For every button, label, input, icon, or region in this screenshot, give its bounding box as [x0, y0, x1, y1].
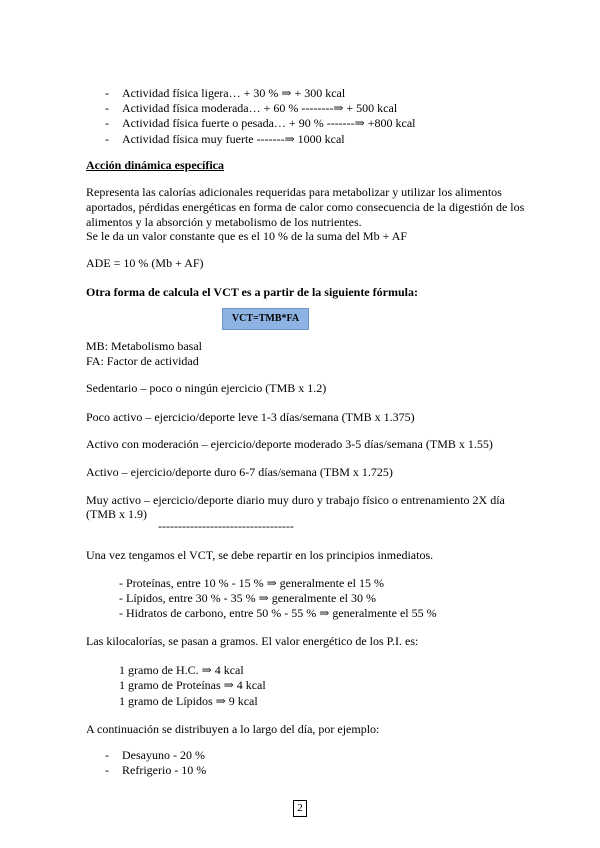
- fa-definition: FA: Factor de actividad: [86, 354, 199, 368]
- list-bullet: -: [105, 132, 109, 146]
- section-heading-vct: Otra forma de calcula el VCT es a partir de la siguiente fórmula:: [86, 285, 418, 299]
- ade-formula: ADE = 10 % (Mb + AF): [86, 256, 204, 270]
- list-item: 1 gramo de H.C. ⇒ 4 kcal: [119, 663, 244, 677]
- section-heading-sda: Acción dinámica específica: [86, 158, 224, 172]
- mb-definition: MB: Metabolismo basal: [86, 339, 202, 353]
- list-item: Actividad física fuerte o pesada… + 90 % -------⇒ +800 kcal: [122, 116, 416, 130]
- list-bullet: -: [105, 116, 109, 130]
- day-intro: A continuación se distribuyen a lo largo del día, por ejemplo:: [86, 722, 380, 736]
- sda-paragraph: Representa las calorías adicionales requeridas para metabolizar y utilizar los alimentos aportados, pérdidas energéticas en forma de calor como consecuencia de la digestión de los alimentos y la absorción y metabolismo de los nutrientes.: [86, 185, 525, 229]
- sda-constant-text: Se le da un valor constante que es el 10 % de la suma del Mb + AF: [86, 229, 408, 243]
- list-item: Desayuno - 20 %: [122, 748, 205, 762]
- list-bullet: -: [105, 101, 109, 115]
- list-bullet: -: [105, 86, 109, 100]
- list-item: Actividad física ligera… + 30 % ⇒ + 300 kcal: [122, 86, 346, 100]
- list-bullet: -: [105, 763, 109, 777]
- list-item: Refrigerio - 10 %: [122, 763, 207, 777]
- list-bullet: -: [105, 748, 109, 762]
- list-item: 1 gramo de Lípidos ⇒ 9 kcal: [119, 694, 258, 708]
- activity-level-sedentary: Sedentario – poco o ningún ejercicio (TMB x 1.2): [86, 381, 327, 395]
- activity-level-light: Poco activo – ejercicio/deporte leve 1-3 días/semana (TMB x 1.375): [86, 410, 415, 424]
- list-item: - Hidratos de carbono, entre 50 % - 55 % ⇒ generalmente el 55 %: [119, 606, 437, 620]
- list-item: Actividad física muy fuerte -------⇒ 1000 kcal: [122, 132, 345, 146]
- activity-level-very-active: Muy activo – ejercicio/deporte diario muy duro y trabajo físico o entrenamiento 2X día: [86, 493, 505, 507]
- formula-box: VCT=TMB*FA: [222, 308, 309, 330]
- separator-line: ----------------------------------: [158, 519, 294, 533]
- kcal-intro: Las kilocalorías, se pasan a gramos. El valor energético de los P.I. es:: [86, 634, 419, 648]
- list-item: - Proteínas, entre 10 % - 15 % ⇒ generalmente el 15 %: [119, 576, 384, 590]
- list-item: - Lípidos, entre 30 % - 35 % ⇒ generalmente el 30 %: [119, 591, 376, 605]
- page-number: 2: [293, 800, 307, 817]
- activity-level-active: Activo – ejercicio/deporte duro 6-7 días/semana (TBM x 1.725): [86, 465, 393, 479]
- distribution-intro: Una vez tengamos el VCT, se debe repartir en los principios inmediatos.: [86, 548, 434, 562]
- activity-level-moderate: Activo con moderación – ejercicio/deporte moderado 3-5 días/semana (TMB x 1.55): [86, 437, 493, 451]
- activity-level-very-active-factor: (TMB x 1.9): [86, 507, 147, 521]
- list-item: Actividad física moderada… + 60 % --------⇒ + 500 kcal: [122, 101, 398, 115]
- list-item: 1 gramo de Proteínas ⇒ 4 kcal: [119, 678, 266, 692]
